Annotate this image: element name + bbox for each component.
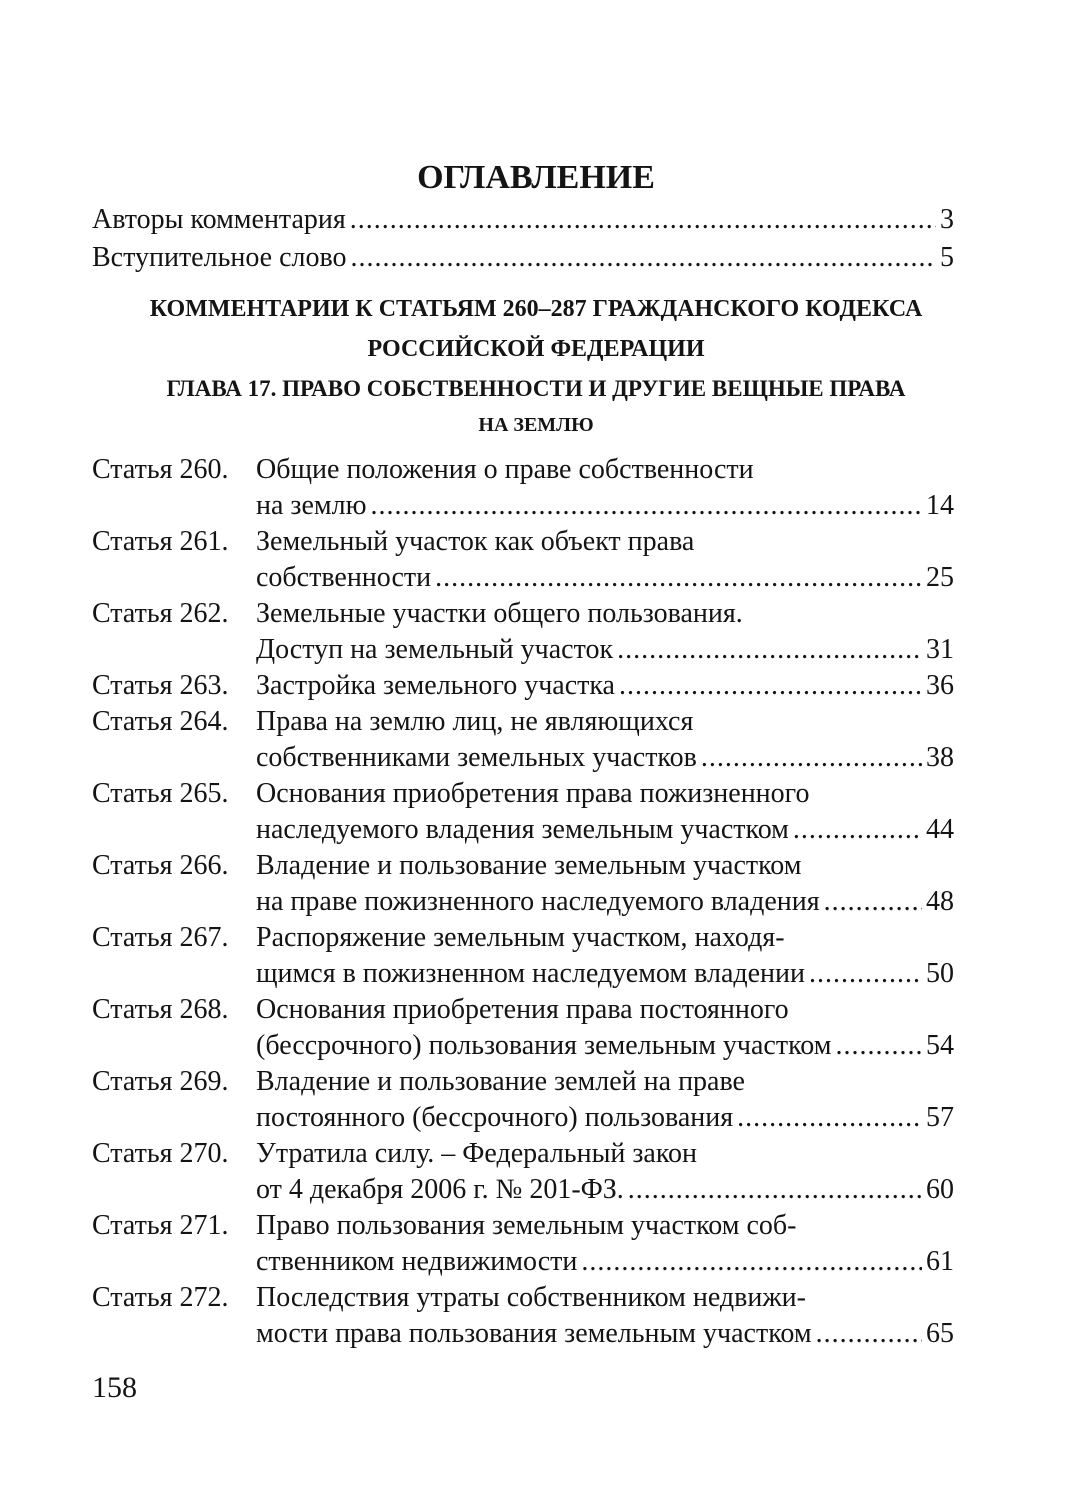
- article-title-line2: на праве пожизненного наследуемого владения: [256, 886, 820, 917]
- article-261-entry[interactable]: [256, 560, 954, 596]
- article-264-heading[interactable]: [92, 704, 962, 740]
- entry-page: 44: [926, 814, 954, 845]
- article-title-line2: постоянного (бессрочного) пользования: [256, 1102, 734, 1133]
- article-270-heading[interactable]: [92, 1136, 962, 1172]
- article-263-entry[interactable]: [92, 668, 954, 704]
- leader-dots: [371, 488, 922, 524]
- article-title-line2: собственности: [256, 562, 432, 593]
- entry-page: 48: [926, 886, 954, 917]
- entry-page: 50: [926, 958, 954, 989]
- article-271-entry[interactable]: [256, 1244, 954, 1280]
- toc-entry-authors[interactable]: [92, 202, 954, 238]
- toc-entry-intro[interactable]: [92, 240, 954, 276]
- entry-page: 61: [926, 1246, 954, 1277]
- article-title-line1: Основания приобретения права пожизненного: [256, 778, 810, 809]
- article-title-line2: мости права пользования земельным участком: [256, 1318, 812, 1349]
- article-261-heading[interactable]: [92, 524, 962, 560]
- article-270-entry[interactable]: [256, 1172, 954, 1208]
- section-heading-line1: КОММЕНТАРИИ К СТАТЬЯМ 260–287 ГРАЖДАНСКОГО КОДЕКСА: [149, 296, 923, 322]
- article-260-entry[interactable]: [256, 488, 954, 524]
- entry-page: 31: [926, 634, 954, 665]
- article-number: Статья 272.: [92, 1282, 229, 1313]
- leader-dots: [835, 1028, 922, 1064]
- article-title-line1: Общие положения о праве собственности: [256, 454, 754, 485]
- article-264-entry[interactable]: [256, 740, 954, 776]
- entry-text: Авторы комментария: [92, 204, 346, 235]
- article-number: Статья 270.: [92, 1138, 229, 1169]
- article-title-line1: Владение и пользование земельным участком: [256, 850, 802, 881]
- article-266-heading[interactable]: [92, 848, 962, 884]
- article-271-heading[interactable]: [92, 1208, 962, 1244]
- article-title-line1: Распоряжение земельным участком, находя-: [256, 922, 785, 953]
- article-title-line1: Застройка земельного участка: [256, 670, 615, 701]
- article-title-line2: щимся в пожизненном наследуемом владении: [256, 958, 805, 989]
- leader-dots: [351, 240, 936, 276]
- leader-dots: [628, 1172, 922, 1208]
- article-title-line2: ственником недвижимости: [256, 1246, 578, 1277]
- article-title-line1: Утратила силу. – Федеральный закон: [256, 1138, 698, 1169]
- article-number: Статья 271.: [92, 1210, 229, 1241]
- article-268-heading[interactable]: [92, 992, 962, 1028]
- article-260-heading[interactable]: [92, 452, 962, 488]
- entry-page: 14: [926, 490, 954, 521]
- entry-page: 38: [926, 742, 954, 773]
- article-title-line1: Право пользования земельным участком соб-: [256, 1210, 797, 1241]
- article-number: Статья 264.: [92, 706, 229, 737]
- leader-dots: [619, 668, 922, 704]
- article-title-line2: собственниками земельных участков: [256, 742, 697, 773]
- leader-dots: [701, 740, 922, 776]
- leader-dots: [617, 632, 922, 668]
- entry-page: 54: [926, 1030, 954, 1061]
- article-265-entry[interactable]: [256, 812, 954, 848]
- entry-page: 65: [926, 1318, 954, 1349]
- article-title-line1: Владение и пользование землей на праве: [256, 1066, 745, 1097]
- article-269-entry[interactable]: [256, 1100, 954, 1136]
- article-262-heading[interactable]: [92, 596, 962, 632]
- article-title-line1: Земельный участок как объект права: [256, 526, 695, 557]
- leader-dots: [435, 560, 922, 596]
- article-262-entry[interactable]: [256, 632, 954, 668]
- article-269-heading[interactable]: [92, 1064, 962, 1100]
- leader-dots: [793, 812, 922, 848]
- article-267-heading[interactable]: [92, 920, 962, 956]
- article-number: Статья 262.: [92, 598, 229, 629]
- page-number: 158: [92, 1371, 137, 1404]
- article-title-line2: от 4 декабря 2006 г. № 201-ФЗ.: [256, 1174, 624, 1205]
- article-268-entry[interactable]: [256, 1028, 954, 1064]
- leader-dots: [581, 1244, 922, 1280]
- leader-dots: [809, 956, 922, 992]
- article-number: Статья 263.: [92, 670, 229, 701]
- leader-dots: [350, 202, 936, 238]
- article-272-heading[interactable]: [92, 1280, 962, 1316]
- article-title-line1: Права на землю лиц, не являющихся: [256, 706, 694, 737]
- entry-page: 57: [926, 1102, 954, 1133]
- article-267-entry[interactable]: [256, 956, 954, 992]
- article-title-line2: наследуемого владения земельным участком: [256, 814, 789, 845]
- article-number: Статья 261.: [92, 526, 229, 557]
- entry-text: Вступительное слово: [92, 242, 347, 273]
- article-title-line1: Основания приобретения права постоянного: [256, 994, 789, 1025]
- toc-title: ОГЛАВЛЕНИЕ: [417, 159, 655, 196]
- leader-dots: [737, 1100, 922, 1136]
- entry-page: 60: [926, 1174, 954, 1205]
- section-heading-line2: РОССИЙСКОЙ ФЕДЕРАЦИИ: [367, 336, 705, 362]
- article-title-line2: Доступ на земельный участок: [256, 634, 614, 665]
- chapter-heading-line1: ГЛАВА 17. ПРАВО СОБСТВЕННОСТИ И ДРУГИЕ ВЕЩНЫЕ ПРАВА: [166, 376, 906, 401]
- article-number: Статья 269.: [92, 1066, 229, 1097]
- article-number: Статья 268.: [92, 994, 229, 1025]
- entry-page: 5: [940, 242, 954, 273]
- article-title-line1: Последствия утраты собственником недвижи-: [256, 1282, 806, 1313]
- article-title-line1: Земельные участки общего пользования.: [256, 598, 743, 629]
- article-number: Статья 267.: [92, 922, 229, 953]
- article-title-line2: (бессрочного) пользования земельным участком: [256, 1030, 832, 1061]
- entry-page: 25: [926, 562, 954, 593]
- leader-dots: [816, 1316, 922, 1352]
- article-265-heading[interactable]: [92, 776, 962, 812]
- article-title-line2: на землю: [256, 490, 367, 521]
- entry-page: 3: [940, 204, 954, 235]
- article-number: Статья 265.: [92, 778, 229, 809]
- article-272-entry[interactable]: [256, 1316, 954, 1352]
- entry-page: 36: [926, 670, 954, 701]
- leader-dots: [824, 884, 922, 920]
- article-number: Статья 260.: [92, 454, 229, 485]
- article-266-entry[interactable]: [256, 884, 954, 920]
- chapter-heading-line2: НА ЗЕМЛЮ: [478, 414, 594, 436]
- article-number: Статья 266.: [92, 850, 229, 881]
